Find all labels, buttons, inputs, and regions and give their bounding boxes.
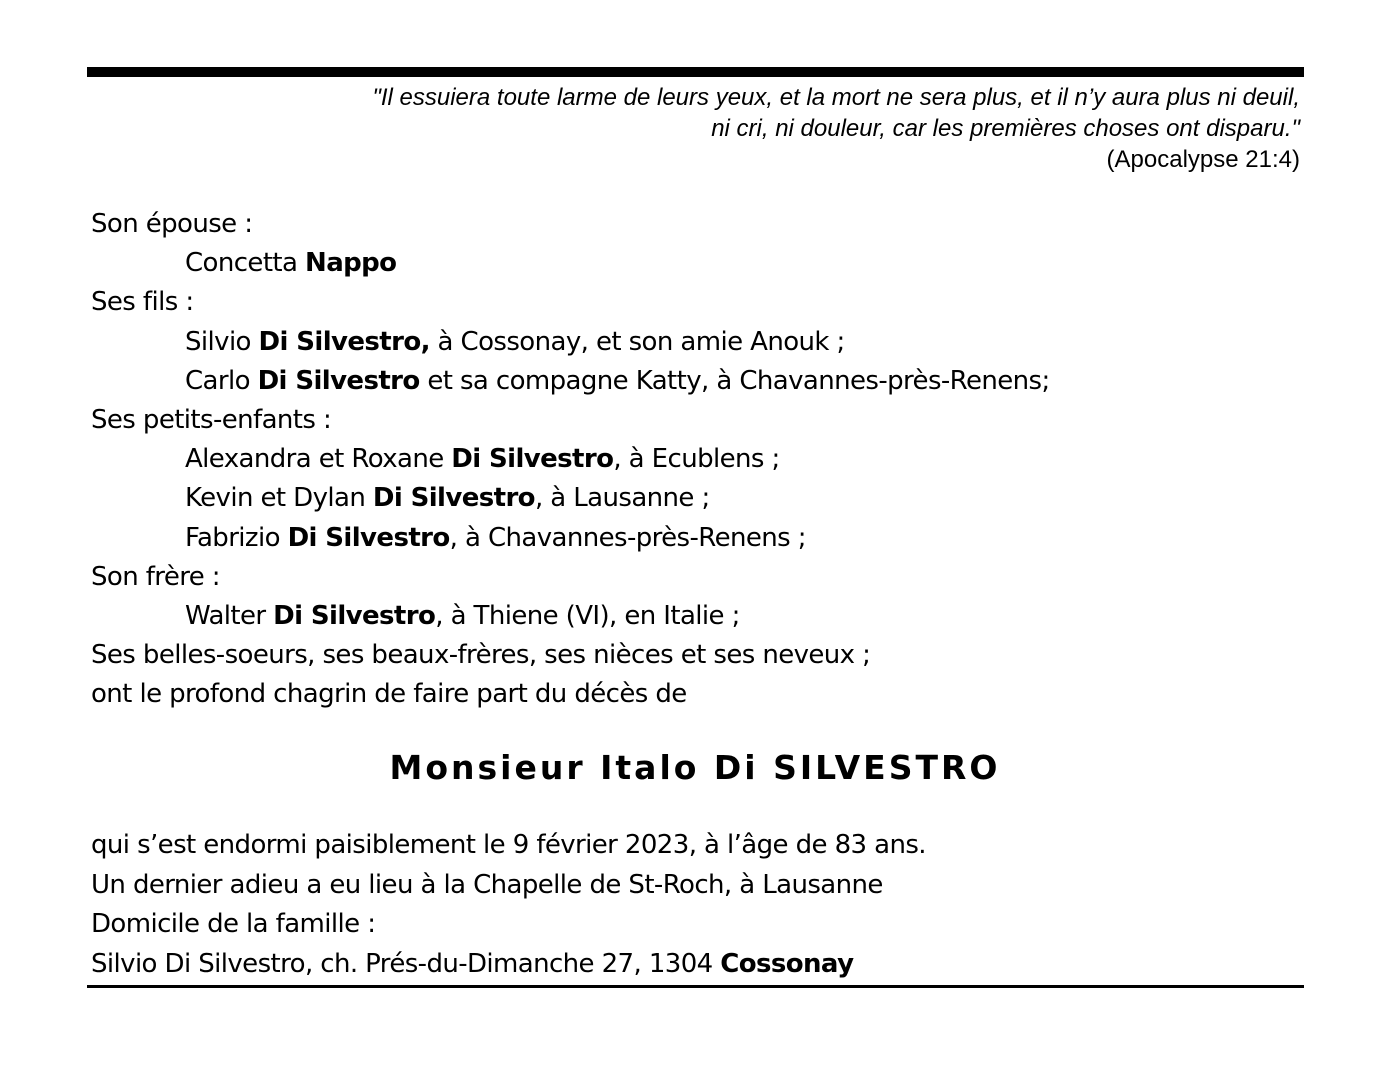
bible-quote [150,82,1300,175]
quote-line-1: "Il essuiera toute larme de leurs yeux, et la mort ne sera plus, et il n’y aura plus ni deuil, [372,84,1300,111]
sons-heading: Ses fils : [91,287,194,318]
farewell-line: Un dernier adieu a eu lieu à la Chapelle de St-Roch, à Lausanne [91,869,883,900]
deceased-name: Monsieur Italo Di SILVESTRO [389,748,1001,787]
family-address: Silvio Di Silvestro, ch. Prés-du-Dimanche 27, 1304 Cossonay [91,948,854,979]
grandchild-entry: Fabrizio Di Silvestro, à Chavannes-près-Renens ; [185,522,806,553]
brother-heading: Son frère : [91,561,220,592]
brother-entry: Walter Di Silvestro, à Thiene (VI), en Italie ; [185,601,740,632]
family-list [91,205,1291,715]
announcement-line: ont le profond chagrin de faire part du décès de [91,679,687,710]
grandchild-entry: Alexandra et Roxane Di Silvestro, à Ecublens ; [185,444,780,475]
bottom-rule [87,985,1304,988]
spouse-entry: Concetta Nappo [185,248,397,279]
spouse-heading: Son épouse : [91,209,253,239]
grandchild-entry: Kevin et Dylan Di Silvestro, à Lausanne ; [185,483,710,514]
quote-reference: (Apocalypse 21:4) [1106,146,1300,173]
son-entry: Silvio Di Silvestro, à Cossonay, et son amie Anouk ; [185,326,845,357]
passing-line: qui s’est endormi paisiblement le 9 février 2023, à l’âge de 83 ans. [91,830,926,860]
service-details [91,826,1291,984]
grandchildren-heading: Ses petits-enfants : [91,405,332,436]
top-rule [87,67,1304,77]
son-entry: Carlo Di Silvestro et sa compagne Katty, à Chavannes-près-Renens; [185,365,1050,396]
in-laws-line: Ses belles-soeurs, ses beaux-frères, ses nièces et ses neveux ; [91,640,871,671]
quote-line-2: ni cri, ni douleur, car les premières choses ont disparu." [711,115,1300,142]
domicile-heading: Domicile de la famille : [91,909,376,939]
